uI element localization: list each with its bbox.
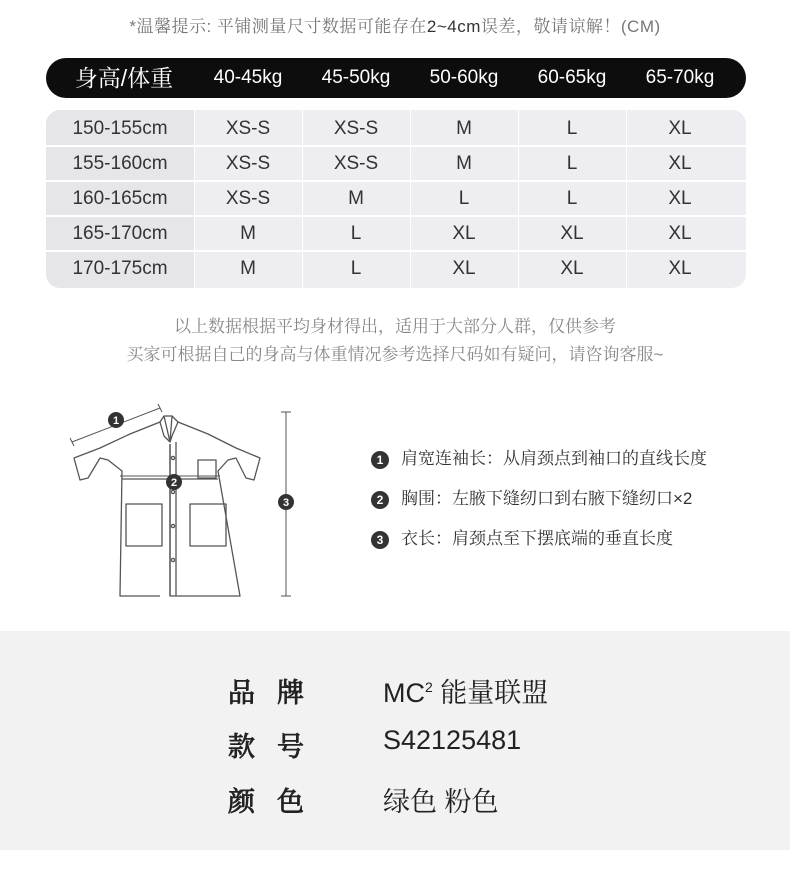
legend-item-shoulder <box>371 447 707 471</box>
legend-number-2: 2 <box>371 491 389 509</box>
table-cell-height: 160-165cm <box>72 188 168 209</box>
legend-number-1: 1 <box>371 451 389 469</box>
robe-button <box>171 456 174 459</box>
table-cell-size: L <box>566 188 578 209</box>
table-cell-size: M <box>456 118 472 139</box>
size-table <box>46 110 746 288</box>
table-cell-size: XS-S <box>225 153 271 174</box>
brand-name-rest: 能量联盟 <box>432 678 549 708</box>
table-cell-height: 155-160cm <box>72 153 168 174</box>
table-cell-size: L <box>350 258 362 279</box>
legend-item-length <box>371 527 673 551</box>
brand-label: 品牌 <box>228 678 326 708</box>
note-line-2: 买家可根据自己的身高与体重情况参考选择尺码如有疑问，请咨询客服~ <box>126 345 664 364</box>
table-cell-size: XL <box>668 258 692 279</box>
robe-outline <box>74 422 260 596</box>
style-number-label: 款号 <box>228 732 326 762</box>
table-cell-size: XL <box>452 258 476 279</box>
table-cell-size: XS-S <box>333 153 379 174</box>
table-cell-size: M <box>240 258 256 279</box>
brand-value <box>383 671 548 710</box>
table-cell-size: XL <box>668 118 692 139</box>
table-cell-size: XL <box>452 223 476 244</box>
table-cell-height: 165-170cm <box>72 223 168 244</box>
diagram-marker-1 <box>108 412 124 428</box>
robe-measurement-diagram <box>60 396 310 606</box>
header-cell-weight: 45-50kg <box>321 67 391 88</box>
marker-2-text: 2 <box>170 477 178 489</box>
table-cell-size: XL <box>668 153 692 174</box>
table-cell-size: L <box>566 118 578 139</box>
table-cell-size: L <box>566 153 578 174</box>
table-cell-size: L <box>350 223 362 244</box>
table-cell-size: XS-S <box>225 118 271 139</box>
table-cell-height: 170-175cm <box>72 258 168 279</box>
legend-text-chest: 胸围：左腋下缝纫口到右腋下缝纫口×2 <box>401 489 693 508</box>
notice-prefix: *温馨提示: 平铺测量尺寸数据可能存在 <box>129 17 427 36</box>
color-label: 颜色 <box>228 787 326 817</box>
size-notice <box>0 12 790 37</box>
header-cell-weight: 50-60kg <box>429 67 499 88</box>
table-cell-size: M <box>348 188 364 209</box>
marker-3-text: 3 <box>282 497 290 509</box>
legend-item-chest <box>371 487 692 511</box>
robe-button <box>171 490 174 493</box>
size-table-header <box>46 58 746 98</box>
table-cell-size: XL <box>560 223 584 244</box>
robe-left-pocket <box>126 504 162 546</box>
header-cell-weight: 40-45kg <box>213 67 283 88</box>
table-cell-size: XL <box>668 188 692 209</box>
legend-text-length: 衣长：肩颈点至下摆底端的垂直长度 <box>401 529 673 548</box>
robe-button <box>171 524 174 527</box>
notice-range: 2~4cm <box>426 17 481 36</box>
table-cell-size: XS-S <box>225 188 271 209</box>
brand-name: MC <box>383 678 425 708</box>
robe-right-pocket <box>190 504 226 546</box>
legend-number-3: 3 <box>371 531 389 549</box>
color-value: 绿色 粉色 <box>383 787 499 817</box>
table-cell-size: M <box>456 153 472 174</box>
table-cell-height: 150-155cm <box>72 118 168 139</box>
table-cell-size: XS-S <box>333 118 379 139</box>
robe-collar <box>160 416 178 442</box>
legend-text-shoulder: 肩宽连袖长：从肩颈点到袖口的直线长度 <box>401 449 707 468</box>
diagram-marker-2 <box>166 474 182 490</box>
notice-suffix: 误差，敬请谅解！(CM) <box>480 17 661 36</box>
header-cell-height-weight: 身高/体重 <box>74 65 174 91</box>
marker-1-text: 1 <box>112 415 120 427</box>
style-number-value: S42125481 <box>383 725 522 755</box>
brand-superscript: 2 <box>425 679 433 695</box>
robe-chest-pocket <box>198 460 216 478</box>
header-cell-weight: 60-65kg <box>537 67 607 88</box>
table-cell-size: L <box>458 188 470 209</box>
table-cell-size: XL <box>668 223 692 244</box>
robe-button <box>171 558 174 561</box>
diagram-marker-3 <box>278 494 294 510</box>
robe-placket <box>170 442 176 596</box>
header-cell-weight: 65-70kg <box>645 67 715 88</box>
note-line-1: 以上数据根据平均身材得出，适用于大部分人群，仅供参考 <box>174 317 616 336</box>
table-cell-size: XL <box>560 258 584 279</box>
table-cell-size: M <box>240 223 256 244</box>
